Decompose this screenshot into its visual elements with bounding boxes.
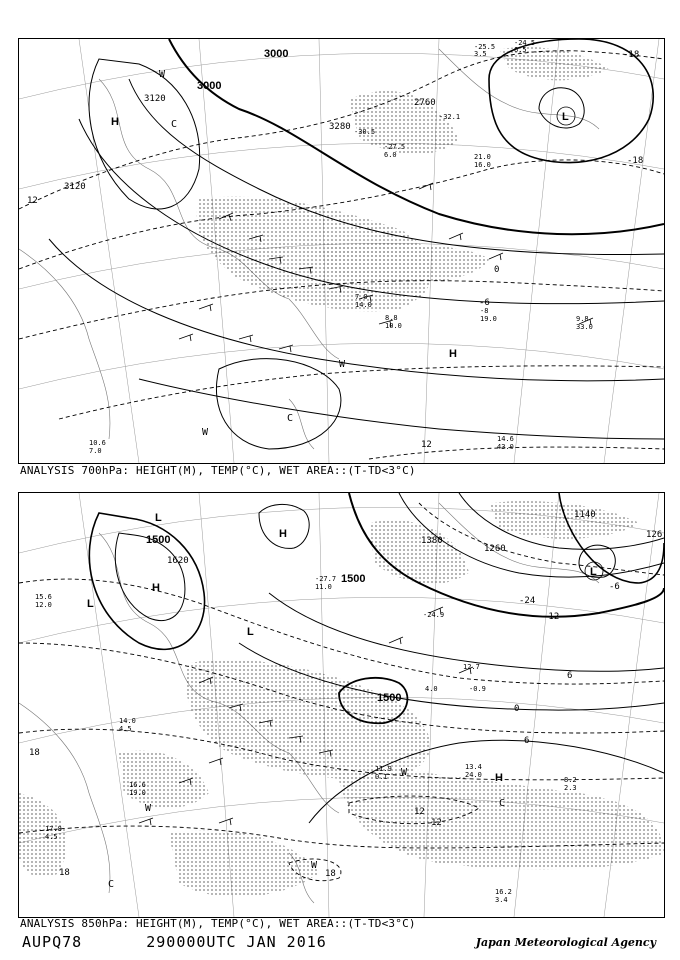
height-label: 1260: [484, 544, 506, 554]
station-temp: -27.7: [315, 575, 337, 583]
temp-label: 12: [27, 196, 38, 206]
station-dewpoint-depression: 24.0: [465, 771, 482, 779]
warm-center-label: W: [401, 767, 408, 778]
temp-label: -6: [479, 298, 490, 308]
temp-label: 0: [514, 704, 520, 714]
height-label: 1500: [146, 534, 171, 546]
height-label: 3120: [64, 182, 86, 192]
station-dewpoint-depression: 3.4: [495, 896, 508, 904]
station-dewpoint-depression: 43.0: [497, 443, 514, 451]
station-dewpoint-depression: 7.0: [89, 447, 102, 455]
station-dewpoint-depression: 6.5: [514, 46, 527, 54]
height-label: 3000: [264, 48, 289, 60]
chart-850hpa: [18, 492, 665, 918]
station-dewpoint-depression: 11.0: [315, 583, 332, 591]
high-pressure-label: H: [111, 116, 119, 128]
station-dewpoint-depression: 4.5: [119, 725, 132, 733]
warm-center-label: W: [339, 359, 346, 370]
chart-850hpa-canvas: [19, 493, 664, 917]
height-label: 1140: [574, 510, 596, 520]
station-dewpoint-depression: 16.0: [474, 161, 491, 169]
temp-label: 12: [421, 440, 432, 450]
low-pressure-label: L: [87, 598, 94, 610]
warm-center-label: W: [311, 860, 318, 871]
station-dewpoint-depression: 0.1: [375, 773, 388, 781]
station-dewpoint-depression: 12.0: [35, 601, 52, 609]
high-pressure-label: H: [279, 528, 287, 540]
low-pressure-label: L: [590, 566, 597, 578]
height-label: 1500: [341, 573, 366, 585]
warm-center-label: W: [159, 69, 166, 80]
station-dewpoint-depression: 19.0: [480, 315, 497, 323]
station-dewpoint-depression: 2.3: [564, 784, 577, 792]
station-temp: -24.5: [514, 39, 536, 47]
station-dewpoint-depression: 19.0: [129, 789, 146, 797]
station-temp: 8.8: [385, 314, 398, 322]
agency-name: Japan Meteorological Agency: [475, 936, 656, 949]
height-label: 3000: [197, 80, 222, 92]
station-temp: 14.6: [497, 435, 514, 443]
warm-center-label: W: [145, 803, 152, 814]
station-temp: 15.6: [35, 593, 52, 601]
caption-700hpa: ANALYSIS 700hPa: HEIGHT(M), TEMP(°C), WET AREA::(T-TD<3°C): [20, 464, 416, 477]
station-temp: 10.6: [89, 439, 106, 447]
station-dewpoint-depression: 12.7: [463, 663, 480, 671]
station-dewpoint-depression: 6.0: [384, 151, 397, 159]
station-temp: -8: [480, 307, 489, 315]
wet-areas: [19, 501, 664, 897]
station-temp: -27.5: [384, 143, 406, 151]
height-label: 3280: [329, 122, 351, 132]
station-temp: 8.2: [564, 776, 577, 784]
height-label: 1620: [167, 556, 189, 566]
cold-center-label: C: [171, 119, 178, 130]
station-dewpoint-depression: 10.0: [385, 322, 402, 330]
caption-850hpa: ANALYSIS 850hPa: HEIGHT(M), TEMP(°C), WET AREA::(T-TD<3°C): [20, 917, 416, 930]
temp-label: -18: [627, 156, 644, 166]
chart-id-and-time: [22, 933, 327, 951]
high-pressure-label: H: [152, 582, 160, 594]
temp-label: 6: [524, 736, 530, 746]
height-label: 1380: [421, 536, 443, 546]
station-temp: 16.2: [495, 888, 512, 896]
temp-label: 18: [29, 748, 40, 758]
station-temp: 14.0: [119, 717, 136, 725]
cold-center-label: C: [499, 798, 506, 809]
station-temp: 11.9: [375, 765, 392, 773]
chart-700hpa: [18, 38, 665, 464]
warm-center-label: W: [202, 427, 209, 438]
cold-center-label: C: [108, 879, 115, 890]
temp-label: 12: [431, 818, 442, 828]
station-temp: 17.8: [45, 825, 62, 833]
station-dewpoint-depression: 4.5: [45, 833, 58, 841]
temp-label: 6: [567, 671, 573, 681]
station-temp: -32.1: [439, 113, 461, 121]
temp-label: -18: [623, 50, 640, 60]
station-temp: -24.9: [423, 611, 445, 619]
height-label: 126: [646, 530, 663, 540]
station-dewpoint-depression: 33.0: [576, 323, 593, 331]
station-temp: 16.6: [129, 781, 146, 789]
temp-label: -6: [609, 582, 620, 592]
chart-700hpa-canvas: [19, 39, 664, 463]
station-dewpoint-depression: 14.0: [355, 301, 372, 309]
product-code: AUPQ78: [22, 933, 83, 951]
low-pressure-label: L: [562, 111, 569, 123]
height-label: 2760: [414, 98, 436, 108]
station-temp: -25.5: [474, 43, 496, 51]
temp-label: -24: [519, 596, 536, 606]
station-dewpoint-depression: 4.0: [425, 685, 438, 693]
temp-label: 18: [325, 869, 336, 879]
station-temp: -30.5: [354, 128, 376, 136]
temp-label: 18: [59, 868, 70, 878]
high-pressure-label: H: [449, 348, 457, 360]
station-temp: 9.8: [576, 315, 589, 323]
station-temp: 13.4: [465, 763, 482, 771]
valid-time: 290000UTC JAN 2016: [146, 933, 327, 951]
temp-label: 12: [414, 807, 425, 817]
station-temp: -0.9: [469, 685, 486, 693]
height-label: 3120: [144, 94, 166, 104]
high-pressure-label: H: [495, 772, 503, 784]
station-dewpoint-depression: 3.5: [474, 50, 487, 58]
low-pressure-label: L: [155, 512, 162, 524]
cold-center-label: C: [287, 413, 294, 424]
temp-label: -12: [543, 612, 560, 622]
height-label: 1500: [377, 692, 402, 704]
low-pressure-label: L: [247, 626, 254, 638]
temp-label: 0: [494, 265, 500, 275]
wet-areas: [196, 47, 609, 311]
station-temp: 7.0: [355, 293, 368, 301]
station-temp: 21.0: [474, 153, 491, 161]
